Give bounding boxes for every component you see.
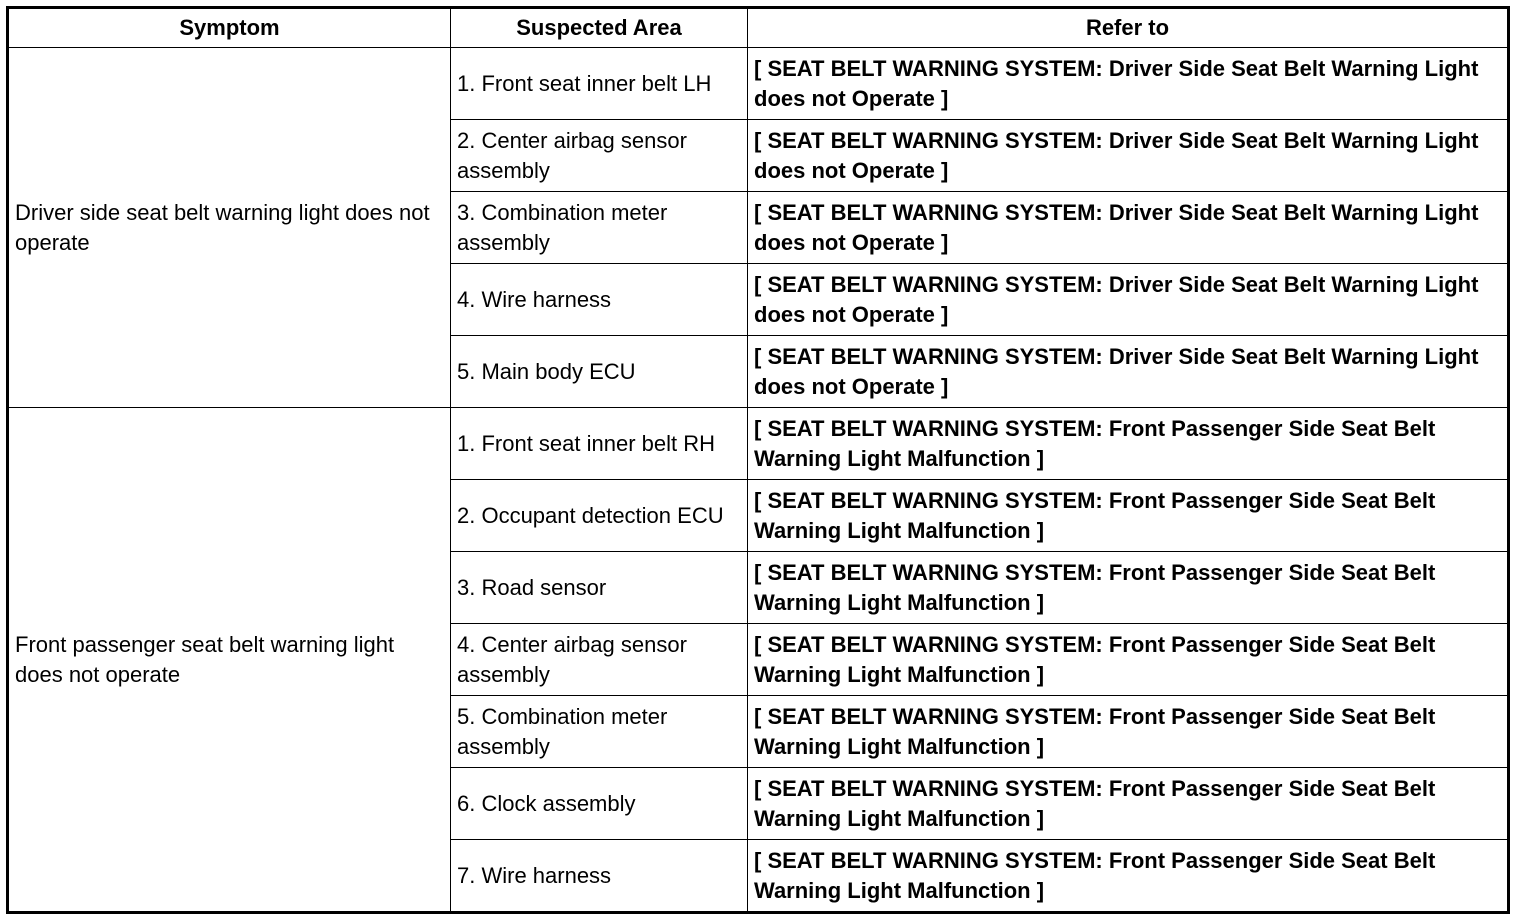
- refer-link[interactable]: [ SEAT BELT WARNING SYSTEM: Front Passenger Side Seat Belt Warning Light Malfunction ]: [748, 624, 1509, 696]
- refer-link[interactable]: [ SEAT BELT WARNING SYSTEM: Driver Side Seat Belt Warning Light does not Operate ]: [748, 192, 1509, 264]
- refer-link[interactable]: [ SEAT BELT WARNING SYSTEM: Driver Side Seat Belt Warning Light does not Operate ]: [748, 120, 1509, 192]
- table-row: [8, 408, 1509, 480]
- suspected-area-cell: 2. Center airbag sensor assembly: [451, 120, 748, 192]
- suspected-area-cell: 4. Wire harness: [451, 264, 748, 336]
- suspected-area-cell: 5. Main body ECU: [451, 336, 748, 408]
- refer-link[interactable]: [ SEAT BELT WARNING SYSTEM: Front Passenger Side Seat Belt Warning Light Malfunction ]: [748, 696, 1509, 768]
- suspected-area-cell: 3. Combination meter assembly: [451, 192, 748, 264]
- refer-link[interactable]: [ SEAT BELT WARNING SYSTEM: Driver Side Seat Belt Warning Light does not Operate ]: [748, 48, 1509, 120]
- suspected-area-cell: 1. Front seat inner belt LH: [451, 48, 748, 120]
- troubleshooting-table: [6, 6, 1510, 914]
- suspected-area-cell: 2. Occupant detection ECU: [451, 480, 748, 552]
- refer-link[interactable]: [ SEAT BELT WARNING SYSTEM: Driver Side Seat Belt Warning Light does not Operate ]: [748, 336, 1509, 408]
- refer-link[interactable]: [ SEAT BELT WARNING SYSTEM: Front Passenger Side Seat Belt Warning Light Malfunction ]: [748, 840, 1509, 913]
- suspected-area-cell: 1. Front seat inner belt RH: [451, 408, 748, 480]
- suspected-area-cell: 3. Road sensor: [451, 552, 748, 624]
- table-row: [8, 48, 1509, 120]
- symptom-cell: Front passenger seat belt warning light does not operate: [8, 408, 451, 913]
- header-refer-to: Refer to: [748, 8, 1509, 48]
- symptom-cell: Driver side seat belt warning light does not operate: [8, 48, 451, 408]
- header-suspected-area: Suspected Area: [451, 8, 748, 48]
- refer-link[interactable]: [ SEAT BELT WARNING SYSTEM: Front Passenger Side Seat Belt Warning Light Malfunction ]: [748, 552, 1509, 624]
- refer-link[interactable]: [ SEAT BELT WARNING SYSTEM: Front Passenger Side Seat Belt Warning Light Malfunction ]: [748, 408, 1509, 480]
- header-symptom: Symptom: [8, 8, 451, 48]
- header-row: [8, 8, 1509, 48]
- suspected-area-cell: 6. Clock assembly: [451, 768, 748, 840]
- refer-link[interactable]: [ SEAT BELT WARNING SYSTEM: Front Passenger Side Seat Belt Warning Light Malfunction ]: [748, 480, 1509, 552]
- suspected-area-cell: 7. Wire harness: [451, 840, 748, 913]
- refer-link[interactable]: [ SEAT BELT WARNING SYSTEM: Driver Side Seat Belt Warning Light does not Operate ]: [748, 264, 1509, 336]
- refer-link[interactable]: [ SEAT BELT WARNING SYSTEM: Front Passenger Side Seat Belt Warning Light Malfunction ]: [748, 768, 1509, 840]
- suspected-area-cell: 5. Combination meter assembly: [451, 696, 748, 768]
- suspected-area-cell: 4. Center airbag sensor assembly: [451, 624, 748, 696]
